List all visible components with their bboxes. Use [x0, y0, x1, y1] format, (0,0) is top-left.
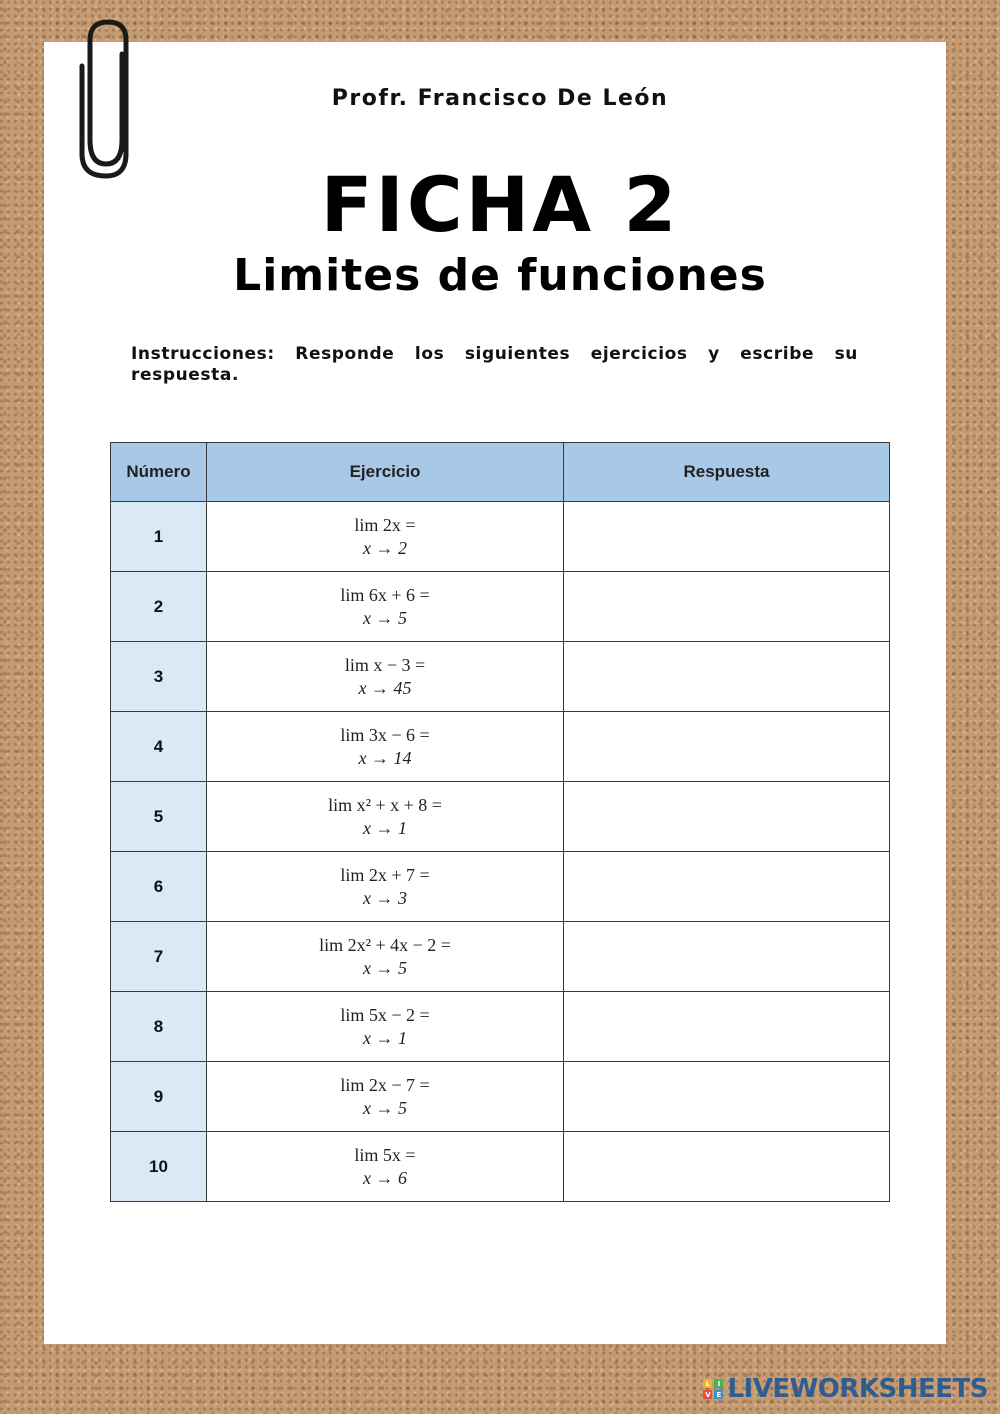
limit-expression: lim 3x − 6 =	[340, 724, 430, 745]
limit-approach: x → 45	[358, 677, 412, 698]
limit-expression: lim 2x =	[354, 514, 416, 535]
exercise-cell	[207, 992, 564, 1062]
worksheet-subtitle: Limites de funciones	[233, 250, 767, 301]
exercise-cell	[207, 1062, 564, 1132]
logo-mark-letter: V	[705, 1390, 711, 1399]
answer-cell	[564, 922, 890, 992]
table-row	[111, 992, 890, 1062]
row-number: 1	[111, 502, 207, 572]
row-number: 8	[111, 992, 207, 1062]
logo-mark-letter: I	[714, 1379, 723, 1388]
limit-approach: x → 2	[363, 537, 407, 558]
limit-approach: x → 5	[363, 607, 407, 628]
author-name: Profr. Francisco De León	[331, 86, 669, 111]
limit-expression: lim x − 3 =	[344, 654, 426, 675]
logo-mark-letter: L	[703, 1379, 712, 1388]
row-number: 6	[111, 852, 207, 922]
limit-approach: x → 5	[363, 957, 407, 978]
answer-input[interactable]	[564, 782, 889, 851]
answer-input[interactable]	[564, 502, 889, 571]
answer-input[interactable]	[564, 1132, 889, 1201]
limit-approach: x → 3	[363, 887, 407, 908]
answer-input[interactable]	[564, 922, 889, 991]
table-row	[111, 852, 890, 922]
row-number: 2	[111, 572, 207, 642]
limit-approach: x → 14	[358, 747, 412, 768]
table-row	[111, 712, 890, 782]
table-row	[111, 922, 890, 992]
answer-input[interactable]	[564, 992, 889, 1061]
column-header-exercise: Ejercicio	[207, 443, 564, 502]
answer-cell	[564, 712, 890, 782]
row-number: 4	[111, 712, 207, 782]
exercise-cell	[207, 712, 564, 782]
exercise-cell	[207, 642, 564, 712]
limit-expression: lim 2x + 7 =	[340, 864, 430, 885]
liveworksheets-mark-icon	[703, 1379, 723, 1399]
row-number: 3	[111, 642, 207, 712]
limit-expression: lim 6x + 6 =	[340, 584, 430, 605]
answer-input[interactable]	[564, 642, 889, 711]
answer-cell	[564, 502, 890, 572]
table-row	[111, 1132, 890, 1202]
exercise-cell	[207, 1132, 564, 1202]
answer-cell	[564, 572, 890, 642]
row-number: 5	[111, 782, 207, 852]
exercise-cell	[207, 502, 564, 572]
logo-mark-letter: E	[714, 1390, 723, 1399]
answer-input[interactable]	[564, 1062, 889, 1131]
exercise-cell	[207, 852, 564, 922]
answer-cell	[564, 1062, 890, 1132]
liveworksheets-logo	[703, 1374, 988, 1404]
limit-approach: x → 1	[363, 1027, 407, 1048]
table-row	[111, 782, 890, 852]
answer-cell	[564, 992, 890, 1062]
limit-expression: lim 2x² + 4x − 2 =	[319, 934, 451, 955]
table-row	[111, 572, 890, 642]
answer-cell	[564, 1132, 890, 1202]
table-row	[111, 642, 890, 712]
limit-expression: lim 5x − 2 =	[340, 1004, 430, 1025]
limit-approach: x → 1	[363, 817, 407, 838]
limit-expression: lim 5x =	[354, 1144, 416, 1165]
limit-expression: lim x² + x + 8 =	[328, 794, 442, 815]
answer-input[interactable]	[564, 852, 889, 921]
exercise-table	[110, 442, 890, 1202]
limit-approach: x → 5	[363, 1097, 407, 1118]
column-header-number: Número	[111, 443, 207, 502]
answer-cell	[564, 642, 890, 712]
table-row	[111, 1062, 890, 1132]
answer-cell	[564, 852, 890, 922]
exercise-cell	[207, 782, 564, 852]
exercise-cell	[207, 922, 564, 992]
logo-text: LIVEWORKSHEETS	[727, 1374, 988, 1404]
exercise-cell	[207, 572, 564, 642]
answer-input[interactable]	[564, 712, 889, 781]
answer-input[interactable]	[564, 572, 889, 641]
column-header-answer: Respuesta	[564, 443, 890, 502]
worksheet-title: FICHA 2	[320, 160, 680, 249]
limit-approach: x → 6	[363, 1167, 407, 1188]
table-row	[111, 502, 890, 572]
limit-expression: lim 2x − 7 =	[340, 1074, 430, 1095]
answer-cell	[564, 782, 890, 852]
row-number: 7	[111, 922, 207, 992]
instructions-text: Instrucciones: Responde los siguientes ejercicios y escribe su respuesta.	[131, 344, 858, 385]
row-number: 10	[111, 1132, 207, 1202]
row-number: 9	[111, 1062, 207, 1132]
table-header-row	[111, 443, 890, 502]
